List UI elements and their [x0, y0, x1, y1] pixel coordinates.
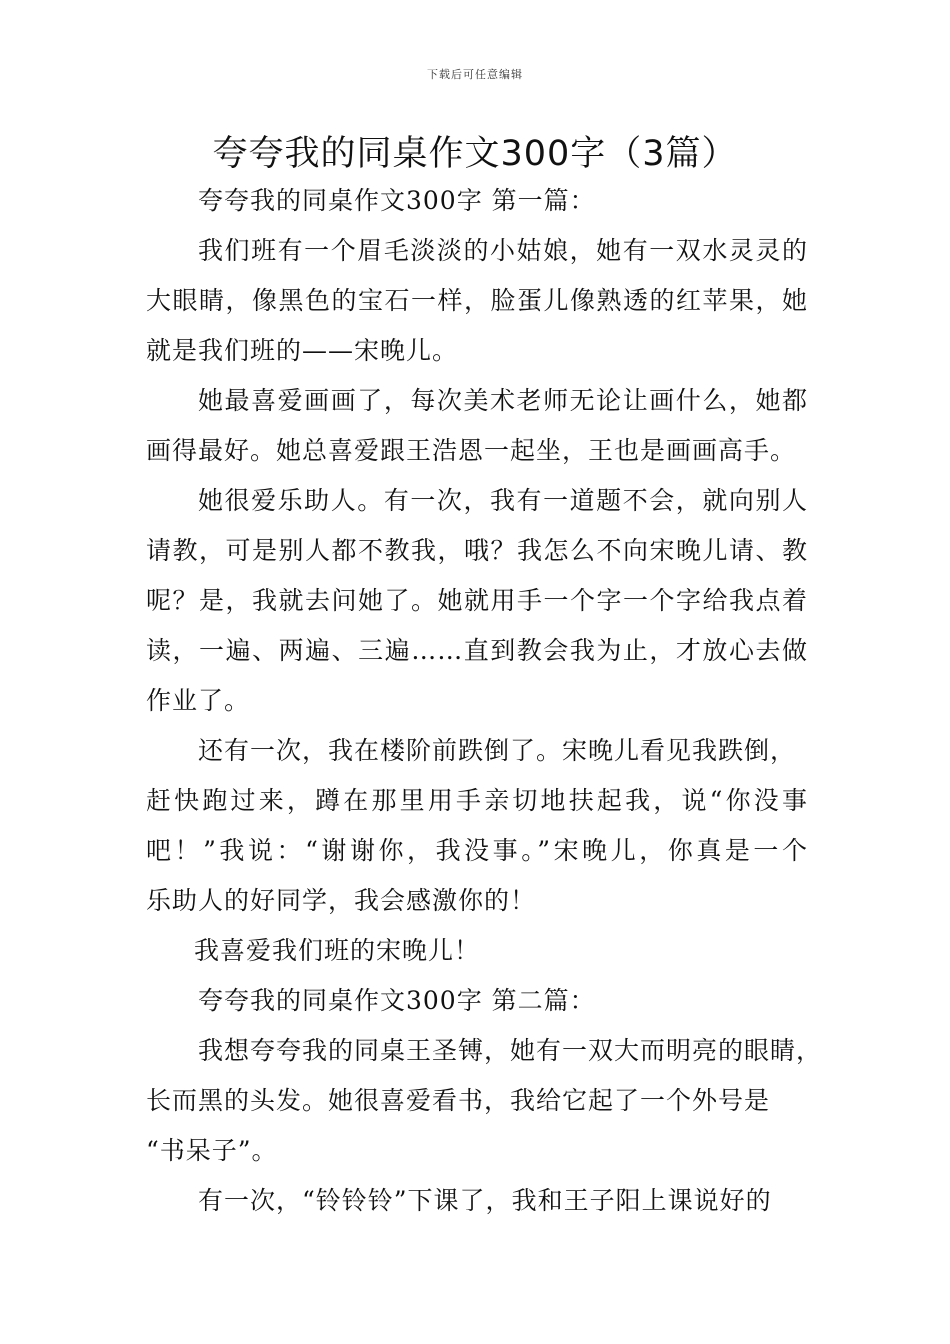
document-body — [146, 176, 823, 1226]
paragraph-line: 作业了。 — [146, 686, 251, 715]
paragraph-line: 就是我们班的——宋晚儿。 — [146, 336, 459, 365]
paragraph-line: 请教，可是别人都不教我，哦？我怎么不向宋晚儿请、教 — [146, 536, 808, 565]
section-heading-1: 夸夸我的同桌作文300字 第一篇： — [198, 186, 596, 215]
paragraph-line: 还有一次，我在楼阶前跌倒了。宋晚儿看见我跌倒， — [198, 736, 797, 765]
paragraph-line: 有一次，“铃铃铃”下课了，我和王子阳上课说好的 — [198, 1186, 772, 1215]
paragraph-line: 乐助人的好同学，我会感激你的！ — [146, 886, 537, 915]
paragraph-line: 她很爱乐助人。有一次，我有一道题不会，就向别人 — [198, 486, 808, 515]
paragraph-line: 我喜爱我们班的宋晚儿！ — [194, 936, 481, 965]
header-note: 下载后可任意编辑 — [427, 68, 523, 81]
paragraph-line: 我想夸夸我的同桌王圣镈，她有一双大而明亮的眼睛， — [198, 1036, 823, 1065]
paragraph-line: 读，一遍、两遍、三遍……直到教会我为止，才放心去做 — [146, 636, 808, 665]
paragraph-line: 我们班有一个眉毛淡淡的小姑娘，她有一双水灵灵的 — [198, 236, 808, 265]
paragraph-line: “书呆子”。 — [146, 1136, 278, 1165]
paragraph-line: 她最喜爱画画了，每次美术老师无论让画什么，她都 — [198, 386, 808, 415]
paragraph-line: 呢？是，我就去问她了。她就用手一个字一个字给我点着 — [146, 586, 808, 615]
document-title: 夸夸我的同桌作文300字（3篇） — [212, 134, 738, 174]
paragraph-line: 赶快跑过来，蹲在那里用手亲切地扶起我，说“你没事 — [146, 786, 808, 815]
section-heading-2: 夸夸我的同桌作文300字 第二篇： — [198, 986, 596, 1015]
paragraph-line: 画得最好。她总喜爱跟王浩恩一起坐，王也是画画高手。 — [146, 436, 797, 465]
paragraph-line: 大眼睛，像黑色的宝石一样，脸蛋儿像熟透的红苹果，她 — [146, 286, 808, 315]
paragraph-line: 长而黑的头发。她很喜爱看书，我给它起了一个外号是 — [146, 1086, 771, 1115]
paragraph-line: 吧！”我说：“谢谢你，我没事。”宋晚儿，你真是一个 — [146, 836, 808, 865]
